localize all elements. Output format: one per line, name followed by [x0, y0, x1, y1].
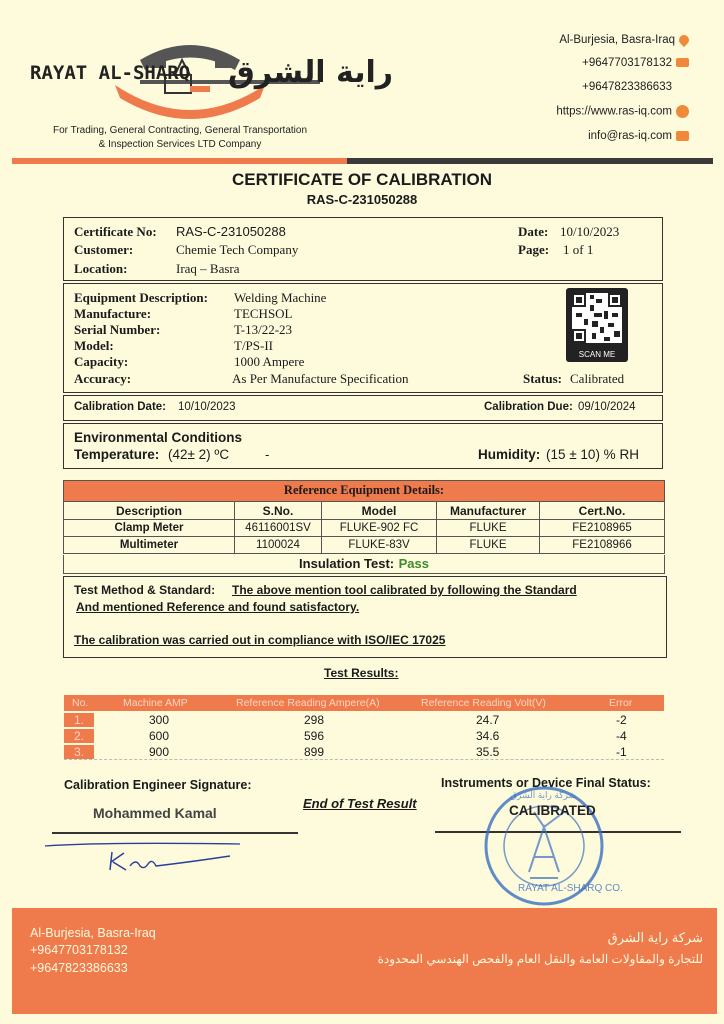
phone-1-text: +9647703178132: [582, 57, 672, 69]
test-results-heading: Test Results:: [324, 666, 399, 680]
cert-no-value: RAS-C-231050288: [176, 224, 286, 239]
header-rule-orange: [12, 158, 347, 164]
page-label: Page:: [518, 242, 550, 257]
tagline-line-1: For Trading, General Contracting, General Transportation: [52, 125, 308, 136]
res-cell: -1: [616, 745, 627, 759]
ref-cell: FE2108965: [540, 520, 665, 537]
page-value: 1 of 1: [563, 242, 594, 257]
capacity-value: 1000 Ampere: [234, 354, 305, 369]
email-link[interactable]: info@ras-iq.com: [588, 130, 672, 142]
res-cell: 300: [149, 713, 170, 727]
footer-company-ar: شركة راية الشرق: [607, 930, 703, 945]
engineer-name: Mohammed Kamal: [93, 805, 217, 821]
stamp-ring-text-ar: شركة راية الشرق: [510, 790, 577, 800]
status-label: Status:: [523, 371, 563, 386]
ref-cell: Clamp Meter: [64, 520, 235, 537]
table-row: [64, 745, 664, 760]
calibration-due-label: Calibration Due:: [484, 401, 573, 413]
header-address: [559, 34, 689, 46]
logo-arabic: راية الشرق: [228, 55, 394, 90]
ref-cell: FLUKE-902 FC: [322, 520, 437, 537]
res-cell: -4: [616, 729, 627, 743]
location-value: Iraq – Basra: [176, 261, 240, 276]
ref-cell: FLUKE-83V: [322, 537, 437, 554]
insulation-test-row: [63, 555, 665, 574]
ref-cell: Multimeter: [64, 537, 235, 554]
header-phone-2: [582, 81, 689, 93]
res-col-amp: Machine AMP: [123, 697, 188, 709]
stamp-ring-text-en: RAYAT AL-SHARQ CO.: [518, 883, 623, 894]
accuracy-value: As Per Manufacture Specification: [232, 371, 409, 386]
res-cell: 600: [149, 729, 170, 743]
qr-code-icon: [572, 293, 622, 343]
logo-english: RAYAT AL-SHARQ: [30, 62, 191, 84]
serial-value: T-13/22-23: [234, 322, 293, 337]
mail-icon: [676, 131, 689, 141]
customer-label: Customer:: [74, 242, 134, 257]
results-body: [64, 711, 664, 760]
phone-2-text: +9647823386633: [582, 81, 672, 93]
company-tagline: [30, 124, 330, 152]
res-cell: 596: [304, 729, 325, 743]
end-of-results: End of Test Result: [303, 796, 417, 811]
tagline-line-2: & Inspection Services LTD Company: [98, 139, 262, 150]
table-row: [64, 537, 665, 554]
res-cell: 899: [304, 745, 325, 759]
engineer-signature-label: Calibration Engineer Signature:: [64, 778, 252, 792]
ref-cell: FLUKE: [437, 520, 540, 537]
calibration-date-label: Calibration Date:: [74, 401, 167, 413]
table-row: [64, 520, 665, 537]
ref-col-manufacturer: Manufacturer: [437, 502, 540, 520]
res-col-error: Error: [609, 697, 633, 709]
insulation-label: Insulation Test:: [299, 556, 395, 571]
header-website[interactable]: [556, 105, 689, 118]
location-pin-icon: [677, 33, 691, 47]
customer-value: Chemie Tech Company: [176, 242, 299, 257]
footer-phone-1: +9647703178132: [30, 943, 128, 957]
res-cell: 35.5: [476, 745, 500, 759]
final-status-label: Instruments or Device Final Status:: [441, 776, 651, 790]
test-method-label: Test Method & Standard:: [74, 583, 216, 597]
environment-heading: Environmental Conditions: [74, 430, 243, 445]
ref-cell: FLUKE: [437, 537, 540, 554]
res-cell: 34.6: [476, 729, 500, 743]
ref-col-sno: S.No.: [235, 502, 322, 520]
res-cell: 298: [304, 713, 325, 727]
model-value: T/PS-II: [234, 338, 273, 353]
equipment-desc-label: Equipment Description:: [74, 290, 208, 305]
stamp-calibrated-text: CALIBRATED: [509, 803, 596, 818]
calibration-date-box: [63, 395, 663, 421]
scan-me-label: SCAN ME: [578, 350, 616, 359]
phone-icon: [676, 58, 689, 67]
test-method-line-1: The above mention tool calibrated by following the Standard: [232, 583, 577, 597]
res-cell: -2: [616, 713, 627, 727]
accuracy-label: Accuracy:: [74, 371, 132, 386]
date-label: Date:: [518, 224, 549, 239]
res-cell: 2.: [64, 729, 94, 743]
res-cell: 1.: [64, 713, 94, 727]
website-link[interactable]: https://www.ras-iq.com: [556, 105, 672, 118]
certificate-info-box: [63, 217, 663, 281]
ref-col-model: Model: [322, 502, 437, 520]
test-method-line-2: And mentioned Reference and found satisfactory.: [76, 600, 360, 614]
equipment-desc-value: Welding Machine: [234, 290, 327, 305]
model-label: Model:: [74, 338, 114, 353]
test-method-box: [63, 576, 667, 658]
serial-label: Serial Number:: [74, 322, 161, 337]
header-email[interactable]: [588, 130, 689, 142]
manufacture-value: TECHSOL: [234, 306, 293, 321]
res-cell: 3.: [64, 745, 94, 759]
calibration-date-value: 10/10/2023: [178, 401, 236, 413]
compliance-statement: The calibration was carried out in compliance with ISO/IEC 17025: [74, 633, 446, 647]
res-cell: 24.7: [476, 713, 500, 727]
signature-line: [52, 832, 298, 834]
humidity-label: Humidity:: [478, 447, 541, 462]
date-value: 10/10/2023: [560, 224, 620, 239]
table-row: [64, 713, 664, 728]
certificate-code: RAS-C-231050288: [306, 192, 418, 207]
reference-heading-bar: [63, 480, 665, 502]
table-row: [64, 729, 664, 744]
capacity-label: Capacity:: [74, 354, 129, 369]
reference-header-row: [64, 502, 665, 520]
footer-description-ar: للتجارة والمقاولات العامة والنقل العام والفحص الهندسي المحدودة: [377, 952, 703, 966]
res-col-no: No.: [72, 697, 89, 709]
cert-no-label: Certificate No:: [74, 224, 157, 239]
temperature-label: Temperature:: [74, 447, 160, 462]
results-header-row: [64, 695, 664, 711]
footer: [12, 908, 717, 1014]
temperature-value: (42± 2) ºC: [168, 447, 230, 462]
ref-col-certno: Cert.No.: [540, 502, 665, 520]
header-phone-1: [582, 57, 689, 69]
reference-heading: Reference Equipment Details:: [283, 483, 445, 497]
globe-icon: [676, 105, 689, 118]
footer-phone-2: +9647823386633: [30, 961, 128, 975]
qr-code[interactable]: [566, 288, 628, 362]
insulation-value: Pass: [398, 556, 429, 571]
address-text: Al-Burjesia, Basra-Iraq: [559, 34, 675, 46]
certificate-title: CERTIFICATE OF CALIBRATION: [231, 170, 492, 189]
manufacture-label: Manufacture:: [74, 306, 152, 321]
ref-col-description: Description: [64, 502, 235, 520]
ref-cell: 46116001SV: [235, 520, 322, 537]
reference-table: [63, 501, 665, 554]
ref-cell: 1100024: [235, 537, 322, 554]
header-rule-dark: [347, 158, 713, 164]
handwritten-signature: [40, 836, 250, 876]
res-cell: 900: [149, 745, 170, 759]
calibration-due-value: 09/10/2024: [578, 401, 636, 413]
temperature-dash: -: [265, 447, 270, 462]
res-col-ref-volt: Reference Reading Volt(V): [421, 697, 546, 709]
footer-address: Al-Burjesia, Basra-Iraq: [30, 926, 156, 940]
status-value: Calibrated: [570, 371, 625, 386]
humidity-value: (15 ± 10) % RH: [546, 447, 639, 462]
ref-cell: FE2108966: [540, 537, 665, 554]
environment-box: [63, 423, 663, 469]
res-col-ref-amp: Reference Reading Ampere(A): [236, 697, 380, 709]
location-label: Location:: [74, 261, 128, 276]
